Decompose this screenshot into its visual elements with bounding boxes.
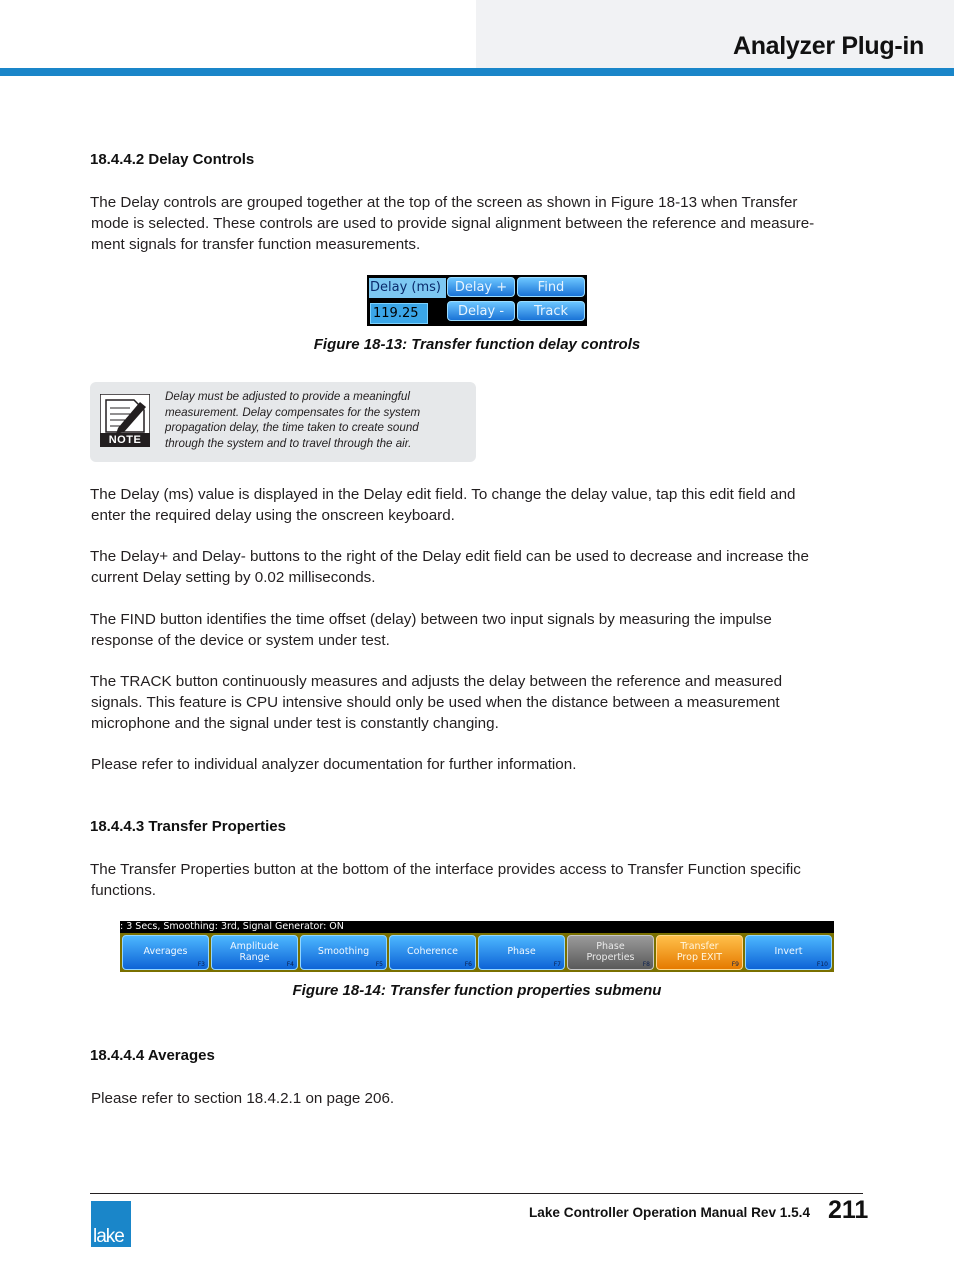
button-label: Invert [774,946,803,958]
paragraph-track [90,671,865,734]
text-line: mode is selected. These controls are used to provide signal alignment between the reference and measure- [91,215,815,232]
paragraph-averages: Please refer to section 18.4.2.1 on page 206. [91,1090,395,1107]
button-label: Smoothing [317,946,370,958]
page-number: 211 [828,1196,869,1224]
delay-controls-figure [367,275,587,326]
note-text [165,389,465,451]
invert-button[interactable] [745,935,832,970]
text-line: The Delay controls are grouped together at the top of the screen as shown in Figure 18-13 when Transfer [90,194,798,211]
text-line: ment signals for transfer function measurements. [91,236,421,253]
text-line: The Transfer Properties button at the bottom of the interface provides access to Transfer Function specific [90,861,801,878]
header-left [0,0,476,68]
phase-button[interactable] [478,935,565,970]
function-key-label: F6 [464,961,472,968]
text-line: The Delay (ms) value is displayed in the Delay edit field. To change the delay value, tap this edit field and [90,486,796,503]
footer-manual-title: Lake Controller Operation Manual Rev 1.5.4 [529,1205,811,1220]
button-label: Range [239,951,270,963]
function-key-label: F8 [642,961,650,968]
amplitude-range-button[interactable] [211,935,298,970]
note-line: measurement. Delay compensates for the system [165,405,421,419]
paragraph-transfer-properties [90,859,865,901]
page-title: Analyzer Plug-in [732,32,924,60]
figure-caption: Figure 18-13: Transfer function delay controls [313,336,641,353]
delay-plus-button[interactable]: Delay + [447,277,515,297]
header-rule [0,68,954,76]
footer-rule [90,1193,863,1194]
button-label: Coherence [407,946,458,958]
text-line: functions. [91,882,157,899]
delay-edit-field[interactable]: 119.25 [370,303,428,324]
section-heading-delay-controls: 18.4.4.2 Delay Controls [90,151,255,168]
delay-minus-button[interactable]: Delay - [447,301,515,321]
paragraph-delay-field [90,484,865,526]
text-line: The Delay+ and Delay- buttons to the right of the Delay edit field can be used to decrease and increase the [90,548,809,565]
note-line: through the system and to travel through the air. [165,436,412,450]
text-line: current Delay setting by 0.02 milliseconds. [91,569,376,586]
paragraph-find [90,609,865,651]
text-line: response of the device or system under test. [91,632,390,649]
button-label: Properties [586,951,635,963]
track-button[interactable]: Track [517,301,585,321]
averages-button[interactable] [122,935,209,970]
transfer-prop-exit-button[interactable] [656,935,743,970]
paragraph-refer: Please refer to individual analyzer documentation for further information. [91,756,577,773]
section-heading-averages: 18.4.4.4 Averages [90,1047,215,1064]
section-heading-transfer-properties: 18.4.4.3 Transfer Properties [90,818,286,835]
button-label: Phase [596,941,625,952]
phase-properties-button[interactable] [567,935,654,970]
paragraph-delay-intro [90,192,865,255]
note-line: propagation delay, the time taken to create sound [165,421,419,434]
text-line: The TRACK button continuously measures and adjusts the delay between the reference and measured [90,673,783,690]
note-label: NOTE [108,434,142,446]
note-line: Delay must be adjusted to provide a meaningful [165,390,410,403]
delay-label: Delay (ms) [369,278,446,298]
function-key-label: F7 [553,961,561,968]
function-key-label: F4 [286,961,294,968]
find-button[interactable]: Find [517,277,585,297]
button-label: Averages [143,946,188,958]
text-line: signals. This feature is CPU intensive should only be used when the distance between a measurement [91,694,780,711]
button-label: Transfer [680,941,719,952]
paragraph-delay-buttons [90,546,865,588]
function-key-label: F9 [731,961,739,968]
button-label: Phase [507,946,536,958]
smoothing-button[interactable] [300,935,387,970]
function-key-label: F5 [375,961,383,968]
transfer-properties-submenu-figure [120,921,834,972]
function-key-label: F3 [197,961,205,968]
lake-logo [91,1201,131,1247]
text-line: The FIND button identifies the time offset (delay) between two input signals by measuring the impulse [90,611,772,628]
coherence-button[interactable] [389,935,476,970]
button-label: Prop EXIT [676,951,723,963]
function-key-label: F10 [816,961,828,968]
text-line: enter the required delay using the onscreen keyboard. [91,507,455,524]
note-box [90,382,476,462]
logo-text: lake [93,1226,124,1247]
figure-caption: Figure 18-14: Transfer function properties submenu [292,982,662,999]
status-line: : 3 Secs, Smoothing: 3rd, Signal Generator: ON [120,921,344,932]
button-label: Amplitude [230,941,279,952]
text-line: microphone and the signal under test is constantly changing. [91,715,499,732]
